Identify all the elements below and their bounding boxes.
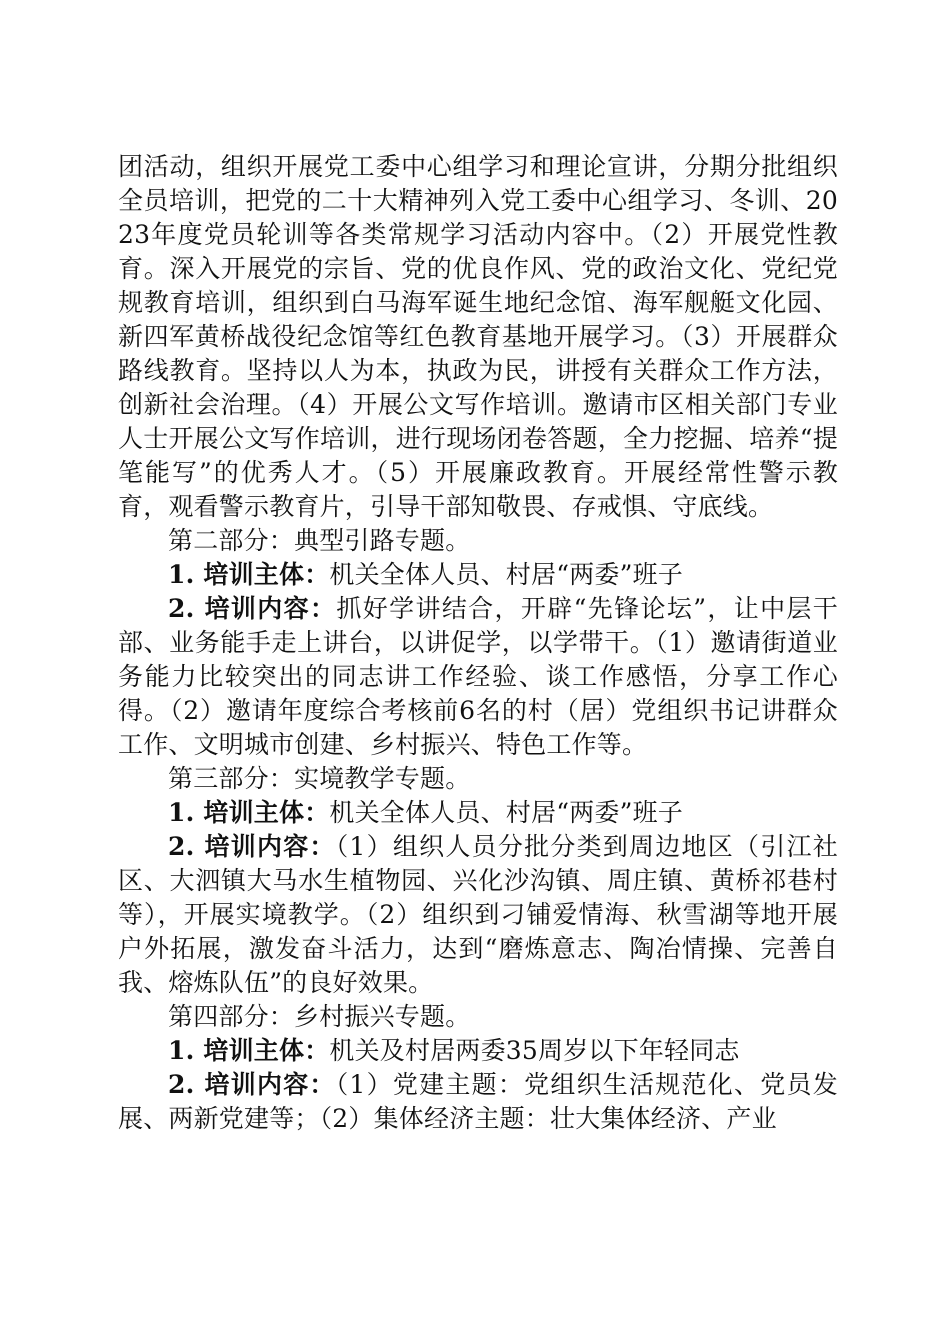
part2-content-item (118, 592, 838, 762)
part2-content-label: 2. 培训内容： (168, 594, 337, 623)
part4-subject-label: 1. 培训主体： (168, 1036, 330, 1065)
part1-continuation-paragraph: 团活动，组织开展党工委中心组学习和理论宣讲，分期分批组织全员培训，把党的二十大精神列入党工委中心组学习、冬训、2023年度党员轮训等各类常规学习活动内容中。（2）开展党性教育。深入开展党的宗旨、党的优良作风、党的政治文化、党纪党规教育培训，组织到白马海军诞生地纪念馆、海军舰艇文化园、新四军黄桥战役纪念馆等红色教育基地开展学习。（3）开展群众路线教育。坚持以人为本，执政为民，讲授有关群众工作方法，创新社会治理。（4）开展公文写作培训。邀请市区相关部门专业人士开展公文写作培训，进行现场闭卷答题，全力挖掘、培养“提笔能写”的优秀人才。（5）开展廉政教育。开展经常性警示教育，观看警示教育片，引导干部知敬畏、存戒惧、守底线。 (118, 152, 838, 521)
part2-subject-label: 1. 培训主体： (168, 560, 330, 589)
part4-content-item (118, 1068, 838, 1136)
part2-subject-item (118, 558, 838, 592)
part3-subject-label: 1. 培训主体： (168, 798, 330, 827)
part2-heading: 第二部分：典型引路专题。 (168, 526, 471, 555)
part3-subject-text: 机关全体人员、村居“两委”班子 (329, 798, 683, 827)
part4-subject-item (118, 1034, 838, 1068)
part3-content-label: 2. 培训内容： (168, 832, 336, 861)
part2-content-text: 抓好学讲结合，开辟“先锋论坛”，让中层干部、业务能手走上讲台，以讲促学，以学带干。（1）邀请街道业务能力比较突出的同志讲工作经验、谈工作感悟，分享工作心得。（2）邀请年度综合考核前6名的村（居）党组织书记讲群众工作、文明城市创建、乡村振兴、特色工作等。 (118, 594, 838, 759)
part4-content-text: （1）党建主题：党组织生活规范化、党员发展、两新党建等；（2）集体经济主题：壮大集体经济、产业 (118, 1070, 838, 1133)
part2-subject-text: 机关全体人员、村居“两委”班子 (329, 560, 683, 589)
part4-heading: 第四部分：乡村振兴专题。 (168, 1002, 471, 1031)
part3-subject-item (118, 796, 838, 830)
document-body (118, 150, 838, 1136)
part3-heading: 第三部分：实境教学专题。 (168, 764, 471, 793)
part4-subject-text: 机关及村居两委35周岁以下年轻同志 (329, 1036, 740, 1065)
part3-content-text: （1）组织人员分批分类到周边地区（引江社区、大泗镇大马水生植物园、兴化沙沟镇、周庄镇、黄桥祁巷村等），开展实境教学。（2）组织到刁铺爱情海、秋雪湖等地开展户外拓展，激发奋斗活力，达到“磨炼意志、陶冶情操、完善自我、熔炼队伍”的良好效果。 (118, 832, 838, 997)
part4-content-label: 2. 培训内容： (168, 1070, 336, 1099)
part3-content-item (118, 830, 838, 1000)
